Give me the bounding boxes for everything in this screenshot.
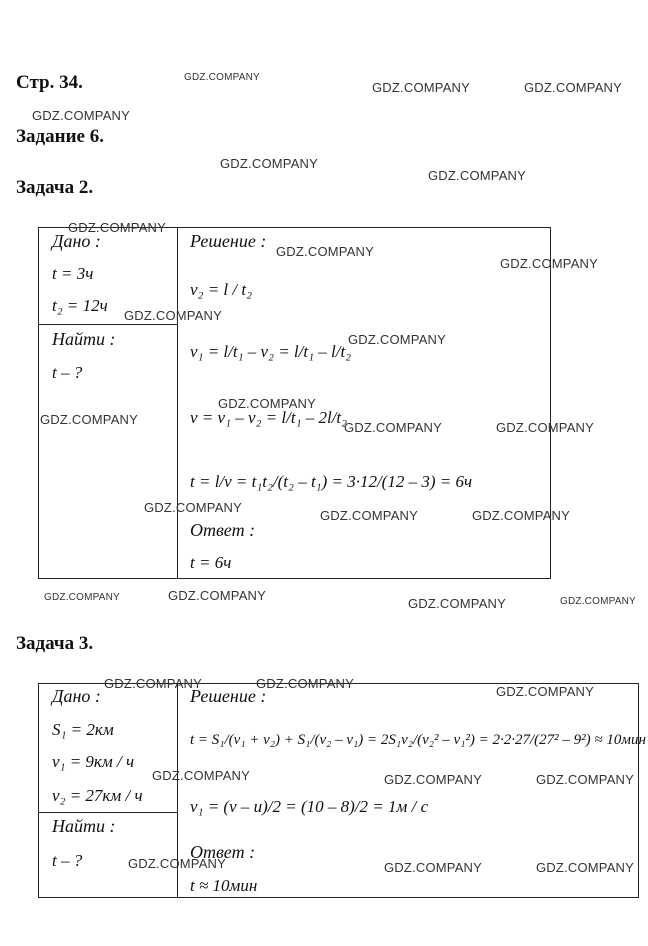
watermark: GDZ.COMPANY bbox=[496, 684, 595, 699]
watermark: GDZ.COMPANY bbox=[124, 308, 223, 323]
watermark: GDZ.COMPANY bbox=[32, 108, 131, 123]
watermark: GDZ.COMPANY bbox=[152, 768, 251, 783]
watermark: GDZ.COMPANY bbox=[104, 676, 203, 691]
problem3-answer-label: Ответ : bbox=[190, 842, 256, 862]
page-label: Стр. 34. bbox=[16, 72, 83, 93]
problem3-answer: t ≈ 10мин bbox=[190, 876, 258, 895]
problem2-answer-label: Ответ : bbox=[190, 520, 256, 540]
problem3-given-label: Дано : bbox=[52, 686, 101, 706]
watermark: GDZ.COMPANY bbox=[144, 500, 243, 515]
watermark: GDZ.COMPANY bbox=[384, 772, 483, 787]
problem2-find-label: Найти : bbox=[52, 329, 116, 349]
problem2-find: t – ? bbox=[52, 363, 83, 382]
watermark: GDZ.COMPANY bbox=[256, 676, 355, 691]
watermark: GDZ.COMPANY bbox=[320, 508, 419, 523]
watermark: GDZ.COMPANY bbox=[184, 72, 260, 83]
watermark: GDZ.COMPANY bbox=[536, 772, 635, 787]
watermark: GDZ.COMPANY bbox=[218, 396, 317, 411]
watermark: GDZ.COMPANY bbox=[168, 588, 267, 603]
problem3-eq2: v₁ = (v – u)/2 = (10 – 8)/2 = 1м / с bbox=[190, 797, 429, 816]
problem2-eq2: v₁ = l/t₁ – v₂ = l/t₁ – l/t₂ bbox=[190, 342, 352, 361]
watermark: GDZ.COMPANY bbox=[560, 596, 636, 607]
watermark: GDZ.COMPANY bbox=[472, 508, 571, 523]
watermark: GDZ.COMPANY bbox=[44, 592, 120, 603]
watermark: GDZ.COMPANY bbox=[128, 856, 227, 871]
watermark: GDZ.COMPANY bbox=[40, 412, 139, 427]
watermark: GDZ.COMPANY bbox=[348, 332, 447, 347]
problem3-given-2: v₁ = 9км / ч bbox=[52, 752, 135, 771]
problem3-given-3: v₂ = 27км / ч bbox=[52, 786, 143, 805]
problem3-eq1: t = S₁/(v₁ + v₂) + S₁/(v₂ – v₁) = 2S₁v₂/(v₂² – v₁²) = 2·2·27/(27² – 9²) ≈ 10мин bbox=[190, 732, 646, 748]
watermark: GDZ.COMPANY bbox=[384, 860, 483, 875]
problem2-eq1: v₂ = l / t₂ bbox=[190, 280, 253, 299]
problem2-title: Задача 2. bbox=[16, 177, 94, 198]
watermark: GDZ.COMPANY bbox=[344, 420, 443, 435]
problem2-solution-label: Решение : bbox=[190, 231, 267, 251]
watermark: GDZ.COMPANY bbox=[496, 420, 595, 435]
watermark: GDZ.COMPANY bbox=[500, 256, 599, 271]
problem3-given-1: S₁ = 2км bbox=[52, 720, 114, 739]
watermark: GDZ.COMPANY bbox=[428, 168, 527, 183]
watermark: GDZ.COMPANY bbox=[536, 860, 635, 875]
problem2-answer: t = 6ч bbox=[190, 553, 232, 572]
problem2-eq3: v = v₁ – v₂ = l/t₁ – 2l/t₂ bbox=[190, 408, 348, 427]
problem3-find-label: Найти : bbox=[52, 816, 116, 836]
watermark: GDZ.COMPANY bbox=[408, 596, 507, 611]
problem2-given-label: Дано : bbox=[52, 231, 101, 251]
watermark: GDZ.COMPANY bbox=[220, 156, 319, 171]
problem3-given-divider bbox=[38, 812, 178, 813]
problem3-solution-label: Решение : bbox=[190, 686, 267, 706]
watermark: GDZ.COMPANY bbox=[68, 220, 167, 235]
watermark: GDZ.COMPANY bbox=[276, 244, 375, 259]
problem2-given-divider bbox=[38, 324, 178, 325]
problem2-eq4: t = l/v = t₁t₂/(t₂ – t₁) = 3·12/(12 – 3) = 6ч bbox=[190, 472, 473, 491]
watermark: GDZ.COMPANY bbox=[524, 80, 623, 95]
problem3-title: Задача 3. bbox=[16, 633, 94, 654]
task-label: Задание 6. bbox=[16, 126, 104, 147]
watermark: GDZ.COMPANY bbox=[372, 80, 471, 95]
problem2-given-1: t = 3ч bbox=[52, 264, 94, 283]
problem2-given-2: t₂ = 12ч bbox=[52, 296, 108, 315]
problem2-divider bbox=[177, 227, 178, 578]
problem3-find: t – ? bbox=[52, 851, 83, 870]
